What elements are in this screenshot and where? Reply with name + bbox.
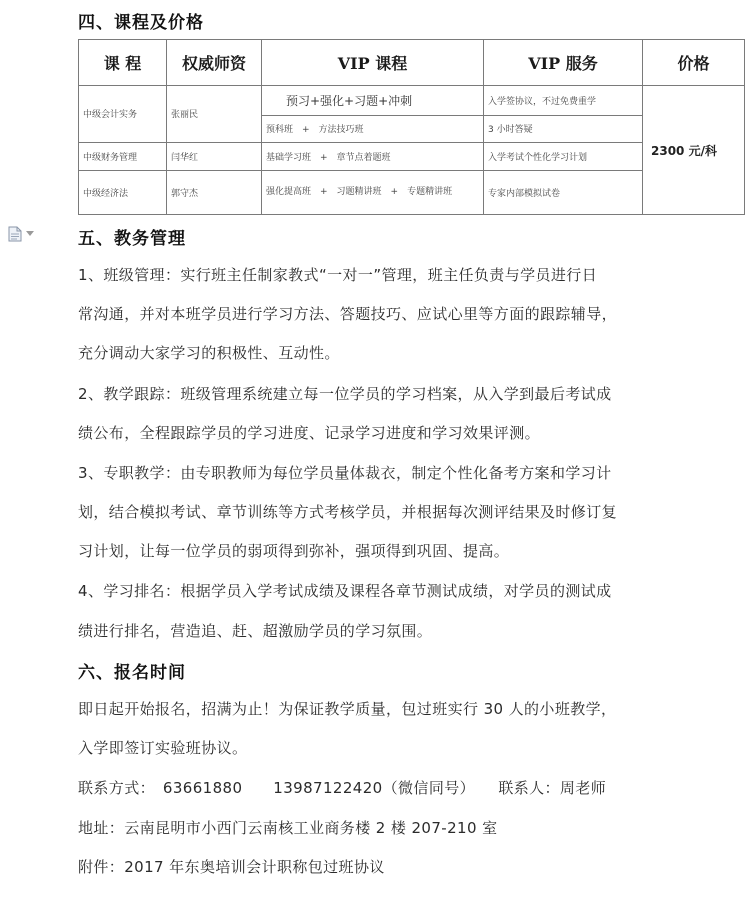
attachment-line: 附件：2017 年东奥培训会计职称包过班协议 [78,858,385,876]
teacher-name: 张丽民 [167,86,262,142]
header-course: 课 程 [79,40,167,86]
section-5-heading: 五、教务管理 [78,229,186,249]
vip-course: 基础学习班 + 章节点着题班 [262,142,484,170]
vip-course: 强化提高班 + 习题精讲班 + 专题精讲班 [262,170,484,214]
document-icon-glyph [8,226,22,242]
paragraph-line: 常沟通，并对本班学员进行学习方法、答题技巧、应试心里等方面的跟踪辅导， [78,305,618,323]
vip-service: 入学考试个性化学习计划 [484,142,643,170]
price-cell: 2300 元/科 [643,86,745,215]
course-name: 中级财务管理 [79,142,167,170]
paragraph-line: 绩公布，全程跟踪学员的学习进度、记录学习进度和学习效果评测。 [78,424,541,442]
header-vip-course: VIP 课程 [262,40,484,86]
paragraph-line: 充分调动大家学习的积极性、互动性。 [78,344,340,362]
vip-service: 专家内部模拟试卷 [484,170,643,214]
course-name: 中级会计实务 [79,86,167,142]
header-price: 价格 [643,40,745,86]
header-vip-service: VIP 服务 [484,40,643,86]
address-line: 地址：云南昆明市小西门云南核工业商务楼 2 楼 207-210 室 [78,819,498,837]
course-price-table [78,39,745,215]
paragraph-line: 即日起开始报名，招满为止！为保证教学质量，包过班实行 30 人的小班教学， [78,700,617,718]
teacher-name: 闫华红 [167,142,262,170]
paragraph-line: 4、学习排名：根据学员入学考试成绩及课程各章节测试成绩，对学员的测试成 [78,582,612,600]
paragraph-line: 绩进行排名，营造追、赶、超激励学员的学习氛围。 [78,622,433,640]
section-6-heading: 六、报名时间 [78,663,186,683]
vip-service: 3 小时答疑 [484,116,643,142]
vip-course: 预习+强化+习题+冲刺 [262,86,484,116]
paragraph-line: 划，结合模拟考试、章节训练等方式考核学员，并根据每次测评结果及时修订复 [78,503,618,521]
chevron-down-icon [26,231,34,236]
document-icon[interactable] [8,226,22,242]
table-row [79,86,745,116]
paragraph-line: 入学即签订实验班协议。 [78,739,248,757]
paragraph-line: 3、专职教学：由专职教师为每位学员量体裁衣，制定个性化备考方案和学习计 [78,464,612,482]
vip-course: 预科班 + 方法技巧班 [262,116,484,142]
table-header-row [79,40,745,86]
paragraph-line: 习计划，让每一位学员的弱项得到弥补，强项得到巩固、提高。 [78,542,510,560]
paragraph-line: 1、班级管理：实行班主任制家教式“一对一”管理，班主任负责与学员进行日 [78,266,598,284]
course-name: 中级经济法 [79,170,167,214]
section-4-heading: 四、课程及价格 [78,13,204,33]
contact-line: 联系方式： 63661880 13987122420（微信同号） 联系人：周老师 [78,779,607,797]
header-teacher: 权威师资 [167,40,262,86]
teacher-name: 郭守杰 [167,170,262,214]
paragraph-line: 2、教学跟踪：班级管理系统建立每一位学员的学习档案，从入学到最后考试成 [78,385,612,403]
vip-service: 入学签协议，不过免费重学 [484,86,643,116]
